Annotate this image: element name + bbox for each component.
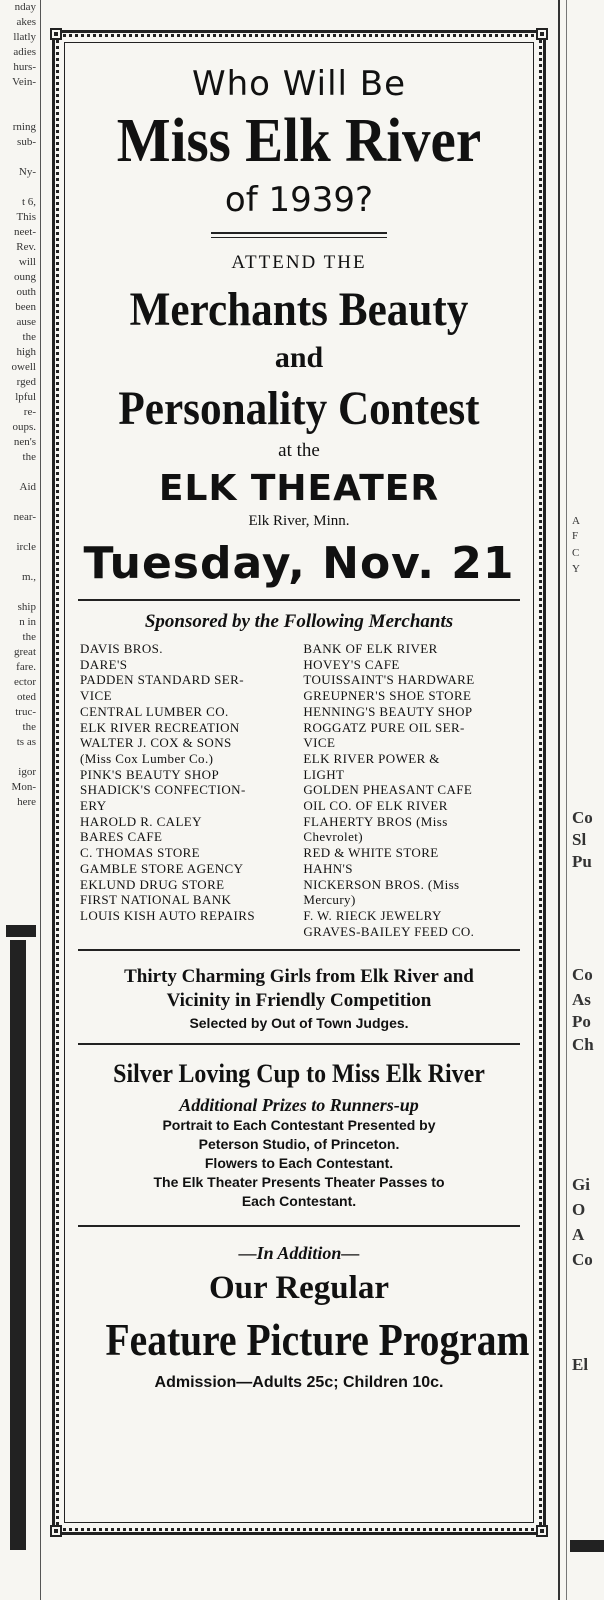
left-column-line xyxy=(0,465,38,480)
sponsor-item: FLAHERTY BROS (Miss Chevrolet) xyxy=(303,813,448,845)
left-column-line: Rev. xyxy=(16,241,36,253)
left-column-line: Ny- xyxy=(18,166,36,178)
left-column-line: the xyxy=(22,721,36,733)
contest-title-line1: Merchants Beauty xyxy=(129,283,469,336)
left-column-line: rged xyxy=(16,376,36,388)
right-column-fragment: O xyxy=(572,1200,586,1219)
sponsor-item: SHADICK'S CONFECTION- ERY xyxy=(80,782,246,814)
sponsor-item: FIRST NATIONAL BANK xyxy=(80,892,232,908)
left-column-line xyxy=(0,105,38,120)
left-column-line xyxy=(0,750,38,765)
ad-content xyxy=(74,52,530,1513)
left-dark-block xyxy=(6,925,36,937)
right-column-fragment: F xyxy=(572,530,579,542)
sponsor-item: HOVEY'S CAFE xyxy=(303,656,400,672)
sponsor-item: GREUPNER'S SHOE STORE xyxy=(303,688,472,704)
right-column-fragment: Ch xyxy=(572,1035,594,1054)
left-column-line: high xyxy=(16,346,36,358)
left-column-line: oted xyxy=(17,691,36,703)
left-column-line: m., xyxy=(21,571,36,583)
left-column-line: sub- xyxy=(17,136,36,148)
prize-line: Each Contestant. xyxy=(241,1193,357,1210)
left-column-line: great xyxy=(14,646,36,658)
right-column-fragment: As xyxy=(572,990,591,1009)
sponsor-item: ROGGATZ PURE OIL SER- VICE xyxy=(303,719,465,751)
left-column-line: akes xyxy=(16,16,36,28)
sponsor-item: ELK RIVER RECREATION xyxy=(80,719,240,735)
admission-prices: Admission—Adults 25c; Children 10c. xyxy=(154,1374,444,1392)
corner-ornament xyxy=(50,28,62,40)
right-column-fragments xyxy=(572,0,604,1600)
left-column-line xyxy=(0,585,38,600)
sponsor-column-right xyxy=(303,641,518,939)
sponsor-item: GOLDEN PHEASANT CAFE xyxy=(303,782,473,798)
left-column-line: Aid xyxy=(19,481,36,493)
attend-line: ATTEND THE xyxy=(231,252,367,273)
prize-line: Flowers to Each Contestant. xyxy=(204,1155,394,1172)
sponsor-item: WALTER J. COX & SONS (Miss Cox Lumber Co.) xyxy=(80,735,232,766)
theater-name: ELK THEATER xyxy=(158,468,440,509)
divider xyxy=(78,1225,520,1227)
column-rule-right-thin xyxy=(566,0,567,1600)
right-column-fragment: El xyxy=(572,1355,589,1374)
left-column-line: fare. xyxy=(16,661,36,673)
left-column-line: the xyxy=(22,331,36,343)
left-column-line: ship xyxy=(17,601,36,613)
divider xyxy=(78,1043,520,1045)
sponsor-item: F. W. RIECK JEWELRY xyxy=(303,907,442,923)
sponsor-item: TOUISSAINT'S HARDWARE xyxy=(303,672,475,688)
sponsor-item: HENNING'S BEAUTY SHOP xyxy=(303,703,473,719)
left-column-line: nday xyxy=(14,1,36,13)
judges-line: Selected by Out of Town Judges. xyxy=(189,1015,409,1032)
sponsors-heading: Sponsored by the Following Merchants xyxy=(144,611,454,632)
right-column-fragment: Pu xyxy=(572,852,592,871)
right-dark-block xyxy=(570,1540,604,1552)
sponsor-item: PINK'S BEAUTY SHOP xyxy=(80,766,220,782)
additional-prizes: Additional Prizes to Runners-up xyxy=(179,1095,419,1116)
left-column-line: neet- xyxy=(14,226,36,238)
right-column-fragment: Co xyxy=(572,808,593,827)
contest-advertisement xyxy=(52,30,546,1535)
sponsor-item: EKLUND DRUG STORE xyxy=(80,876,225,892)
divider xyxy=(78,949,520,951)
divider xyxy=(78,599,520,601)
contest-title-and: and xyxy=(274,341,324,374)
left-column-fragments xyxy=(0,0,38,810)
left-column-line: truc- xyxy=(15,706,36,718)
left-column-line: igor xyxy=(18,766,36,778)
left-column-line xyxy=(0,525,38,540)
headline-year: of 1939? xyxy=(224,180,374,220)
theater-city: Elk River, Minn. xyxy=(248,513,350,529)
corner-ornament xyxy=(50,1525,62,1537)
left-column-line xyxy=(0,150,38,165)
sponsor-item: PADDEN STANDARD SER- VICE xyxy=(80,672,244,704)
at-the-line: at the xyxy=(278,440,320,461)
left-column-line: the xyxy=(22,451,36,463)
left-column-line: will xyxy=(18,256,36,268)
left-column-line: been xyxy=(15,301,36,313)
left-column-line: near- xyxy=(13,511,36,523)
sponsor-item: BARES CAFE xyxy=(80,829,163,845)
left-column-line: ector xyxy=(14,676,36,688)
left-column-line xyxy=(0,495,38,510)
left-column-line: lpful xyxy=(15,391,36,403)
left-column-line: ts as xyxy=(16,736,36,748)
sponsor-item: GRAVES-BAILEY FEED CO. xyxy=(303,923,475,939)
prize-line: Portrait to Each Contestant Presented by xyxy=(162,1117,436,1134)
left-column-line: t 6, xyxy=(21,196,36,208)
right-column-fragment: Po xyxy=(572,1012,591,1031)
contestants-line2: Vicinity in Friendly Competition xyxy=(166,990,432,1012)
sponsor-item: DARE'S xyxy=(80,656,128,672)
right-column-fragment: Co xyxy=(572,965,593,984)
contest-title-line2: Personality Contest xyxy=(118,382,480,435)
sponsor-item: NICKERSON BROS. (Miss Mercury) xyxy=(303,876,460,908)
event-date: Tuesday, Nov. 21 xyxy=(83,538,515,589)
right-column-fragment: Y xyxy=(572,563,580,575)
left-column-line: n in xyxy=(19,616,36,628)
sponsor-item: HAROLD R. CALEY xyxy=(80,813,202,829)
left-column-line: owell xyxy=(11,361,36,373)
right-column-fragment: Co xyxy=(572,1250,593,1269)
corner-ornament xyxy=(536,1525,548,1537)
sponsor-item: HAHN'S xyxy=(303,860,353,876)
prize-line: The Elk Theater Presents Theater Passes to xyxy=(153,1174,445,1191)
sponsor-item: C. THOMAS STORE xyxy=(80,845,201,861)
left-column-line: nen's xyxy=(13,436,36,448)
sponsor-item: BANK OF ELK RIVER xyxy=(303,641,438,656)
regular-line: Our Regular xyxy=(209,1270,389,1307)
headline-miss-elk-river: Miss Elk River xyxy=(116,107,482,175)
sponsor-item: RED & WHITE STORE xyxy=(303,845,439,861)
column-rule-left xyxy=(40,0,41,1600)
headline-who: Who Will Be xyxy=(191,64,407,104)
sponsor-item: GAMBLE STORE AGENCY xyxy=(80,860,244,876)
cup-prize: Silver Loving Cup to Miss Elk River xyxy=(113,1059,485,1089)
left-dark-bar xyxy=(10,940,26,1550)
sponsor-column-left xyxy=(80,641,295,939)
in-addition: —In Addition— xyxy=(238,1243,360,1264)
sponsor-item: OIL CO. OF ELK RIVER xyxy=(303,798,448,814)
left-column-line xyxy=(0,90,38,105)
left-column-line: Mon- xyxy=(11,781,36,793)
right-column-fragment: A xyxy=(572,1225,585,1244)
left-column-line: oung xyxy=(14,271,36,283)
sponsor-item: CENTRAL LUMBER CO. xyxy=(80,703,229,719)
left-column-line xyxy=(0,180,38,195)
right-column-fragment: A xyxy=(572,515,580,527)
sponsor-item: DAVIS BROS. xyxy=(80,641,163,656)
sponsor-item: ELK RIVER POWER & LIGHT xyxy=(303,750,440,782)
left-column-line: ause xyxy=(16,316,36,328)
left-column-line xyxy=(0,555,38,570)
sponsor-item: LOUIS KISH AUTO REPAIRS xyxy=(80,907,255,923)
left-column-line: This xyxy=(16,211,36,223)
left-column-line: Vein- xyxy=(12,76,36,88)
left-column-line: oups. xyxy=(12,421,36,433)
right-column-fragment: Sl xyxy=(572,830,587,849)
prize-lines xyxy=(74,1116,524,1211)
contestants-line1: Thirty Charming Girls from Elk River and xyxy=(124,966,474,988)
left-column-line: ircle xyxy=(16,541,36,553)
divider-double xyxy=(211,232,387,238)
left-column-line: re- xyxy=(23,406,36,418)
left-column-line: hurs- xyxy=(13,61,36,73)
corner-ornament xyxy=(536,28,548,40)
left-column-line: outh xyxy=(16,286,36,298)
right-column-fragment: C xyxy=(572,547,580,559)
left-column-line: rning xyxy=(12,121,36,133)
feature-program: Feature Picture Program xyxy=(105,1314,530,1366)
prize-line: Peterson Studio, of Princeton. xyxy=(198,1136,400,1153)
left-column-line: here xyxy=(17,796,36,808)
column-rule-right xyxy=(558,0,560,1600)
left-column-line: llatly xyxy=(13,31,36,43)
left-column-line: the xyxy=(22,631,36,643)
right-column-fragment: Gi xyxy=(572,1175,590,1194)
sponsor-list xyxy=(80,641,518,939)
left-column-line: adies xyxy=(13,46,36,58)
